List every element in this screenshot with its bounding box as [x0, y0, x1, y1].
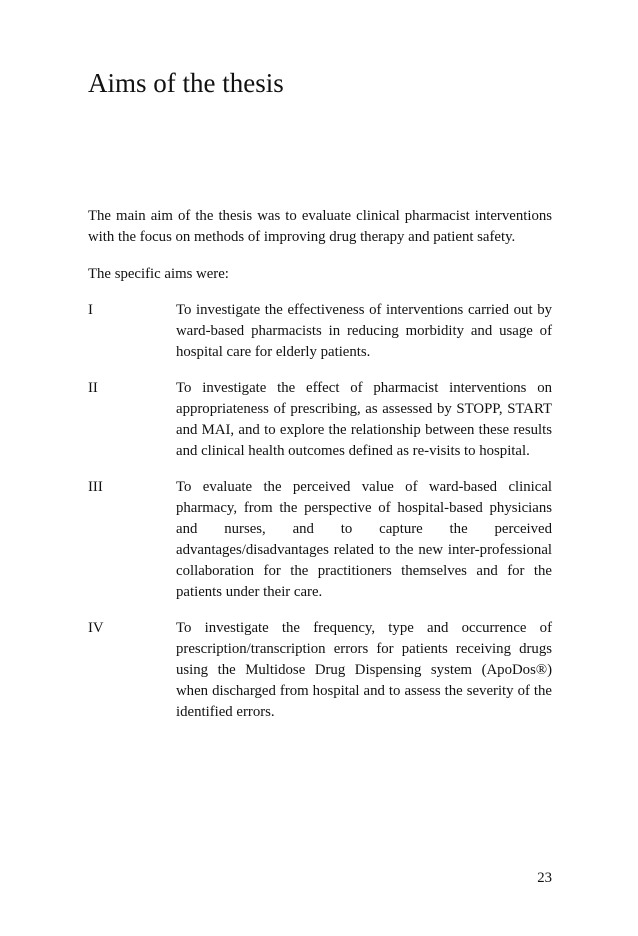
aim-numeral: II — [88, 380, 98, 396]
page-title: Aims of the thesis — [88, 68, 284, 98]
aim-text: To investigate the effectiveness of interventions carried out by ward-based pharmacists in reducing morbidity and usage of hospital care for elderly patients. — [176, 302, 552, 360]
aim-text: To investigate the effect of pharmacist interventions on appropriateness of prescribing, as assessed by STOPP, START and MAI, and to explore the relationship between these results and clinical health outcomes defined as re-visits to hospital. — [176, 380, 552, 459]
aim-numeral: IV — [88, 620, 104, 636]
aim-text: To investigate the frequency, type and occurrence of prescription/transcription errors for patients receiving drugs using the Multidose Drug Dispensing system (ApoDos®) when discharged from hospital and to assess the severity of the identified errors. — [176, 620, 552, 720]
aim-item-ii — [88, 378, 552, 462]
aim-numeral: I — [88, 302, 93, 318]
page-number: 23 — [537, 870, 552, 886]
aims-list — [88, 300, 552, 738]
aim-text: To evaluate the perceived value of ward-based clinical pharmacy, from the perspective of hospital-based physicians and nurses, and to capture the perceived advantages/disadvantages related to the new inter-professional collaboration for the practitioners themselves and for the patients under their care. — [176, 479, 552, 600]
aim-numeral: III — [88, 479, 103, 495]
aim-item-iv — [88, 618, 552, 723]
intro-paragraph: The main aim of the thesis was to evaluate clinical pharmacist interventions with the focus on methods of improving drug therapy and patient safety. — [88, 208, 552, 245]
specific-aims-label: The specific aims were: — [88, 266, 229, 282]
aim-item-i — [88, 300, 552, 363]
aim-item-iii — [88, 477, 552, 603]
